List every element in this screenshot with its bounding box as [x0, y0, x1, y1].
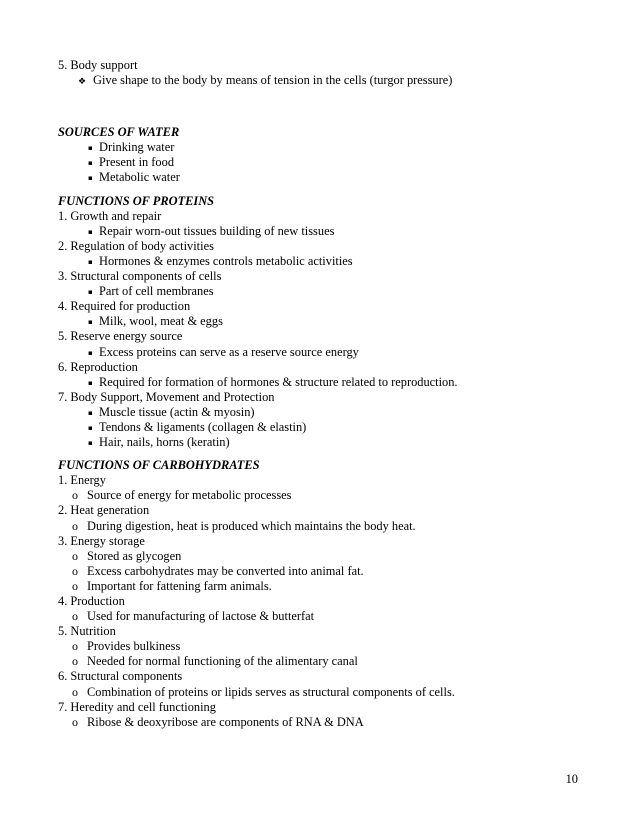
carbohydrate-function-heading: 5. Nutrition: [58, 624, 116, 639]
bullet-text: Present in food: [99, 155, 175, 170]
water-item: [58, 140, 618, 155]
proteins-section-title: FUNCTIONS OF PROTEINS: [58, 193, 215, 208]
square-bullet-icon: ▪: [88, 159, 93, 168]
circle-bullet-icon: o: [72, 563, 78, 578]
carbohydrate-function-bullet: [58, 715, 618, 730]
carbohydrates-section-title: FUNCTIONS OF CARBOHYDRATES: [58, 458, 260, 473]
carbohydrate-function-bullet: [58, 519, 618, 534]
bullet-text: Tendons & ligaments (collagen & elastin): [99, 419, 307, 434]
carbohydrate-function-bullet: [58, 579, 618, 594]
bullet-text: Repair worn-out tissues building of new tissues: [99, 223, 335, 238]
carbohydrate-function-bullet: [58, 685, 618, 700]
carbohydrate-function-bullet: [58, 609, 618, 624]
bullet-text: Muscle tissue (actin & myosin): [99, 404, 255, 419]
body-support-bullet: [58, 73, 618, 88]
protein-function-bullet: [58, 345, 618, 360]
carbohydrate-function-bullet: [58, 488, 618, 503]
bullet-text: Part of cell membranes: [99, 284, 214, 299]
carbohydrate-function-heading: 1. Energy: [58, 473, 106, 488]
bullet-text: Used for manufacturing of lactose & butterfat: [87, 609, 315, 624]
protein-function-bullet: [58, 420, 618, 435]
carbohydrate-function-heading: 6. Structural components: [58, 669, 183, 684]
bullet-text: Provides bulkiness: [87, 639, 181, 654]
protein-function-heading: 7. Body Support, Movement and Protection: [58, 389, 275, 404]
square-bullet-icon: ▪: [88, 288, 93, 297]
circle-bullet-icon: o: [72, 518, 78, 533]
body-support-heading: 5. Body support: [58, 58, 138, 72]
protein-function-bullet: [58, 254, 618, 269]
circle-bullet-icon: o: [72, 714, 78, 729]
protein-function-heading: 3. Structural components of cells: [58, 269, 222, 284]
bullet-text: Hormones & enzymes controls metabolic activities: [99, 253, 353, 268]
square-bullet-icon: ▪: [88, 318, 93, 327]
diamond-bullet-icon: ❖: [78, 77, 87, 88]
carbohydrate-function-heading: 3. Energy storage: [58, 533, 145, 548]
protein-function-bullet: [58, 405, 618, 420]
water-item: [58, 155, 618, 170]
circle-bullet-icon: o: [72, 578, 78, 593]
square-bullet-icon: ▪: [88, 257, 93, 266]
square-bullet-icon: ▪: [88, 378, 93, 387]
protein-function-bullet: [58, 314, 618, 329]
bullet-text: Drinking water: [99, 140, 175, 155]
carbohydrate-function-heading: 7. Heredity and cell functioning: [58, 699, 216, 714]
square-bullet-icon: ▪: [88, 439, 93, 448]
bullet-text: Excess carbohydrates may be converted into animal fat.: [87, 563, 364, 578]
protein-function-bullet: [58, 375, 618, 390]
bullet-text: Excess proteins can serve as a reserve source energy: [99, 344, 359, 359]
water-item: [58, 170, 618, 185]
carbohydrate-function-bullet: [58, 654, 618, 669]
circle-bullet-icon: o: [72, 548, 78, 563]
bullet-text: Source of energy for metabolic processes: [87, 488, 292, 503]
water-section-title: SOURCES OF WATER: [58, 125, 180, 140]
square-bullet-icon: ▪: [88, 348, 93, 357]
carbohydrate-function-bullet: [58, 564, 618, 579]
protein-function-bullet: [58, 284, 618, 299]
bullet-text: Needed for normal functioning of the alimentary canal: [87, 654, 358, 669]
protein-function-heading: 4. Required for production: [58, 299, 191, 314]
square-bullet-icon: ▪: [88, 227, 93, 236]
bullet-text: Milk, wool, meat & eggs: [99, 314, 223, 329]
protein-function-heading: 5. Reserve energy source: [58, 329, 183, 344]
carbohydrate-function-heading: 4. Production: [58, 594, 125, 608]
protein-function-heading: 2. Regulation of body activities: [58, 238, 214, 253]
bullet-text: Metabolic water: [99, 170, 180, 185]
protein-function-heading: 1. Growth and repair: [58, 208, 162, 223]
bullet-text: Ribose & deoxyribose are components of RNA & DNA: [87, 714, 364, 729]
carbohydrate-function-bullet: [58, 549, 618, 564]
page-content: [58, 58, 618, 730]
protein-function-heading: 6. Reproduction: [58, 359, 138, 374]
circle-bullet-icon: o: [72, 684, 78, 699]
bullet-text: Hair, nails, horns (keratin): [99, 435, 230, 450]
page-number: 10: [565, 772, 578, 786]
bullet-text: Give shape to the body by means of tension in the cells (turgor pressure): [93, 73, 453, 88]
square-bullet-icon: ▪: [88, 174, 93, 183]
bullet-text: During digestion, heat is produced which maintains the body heat.: [87, 518, 416, 533]
circle-bullet-icon: o: [72, 488, 78, 503]
carbohydrate-function-bullet: [58, 639, 618, 654]
circle-bullet-icon: o: [72, 654, 78, 669]
bullet-text: Required for formation of hormones & structure related to reproduction.: [99, 374, 458, 389]
carbohydrate-function-heading: 2. Heat generation: [58, 503, 150, 518]
square-bullet-icon: ▪: [88, 144, 93, 153]
protein-function-bullet: [58, 435, 618, 450]
circle-bullet-icon: o: [72, 639, 78, 654]
protein-function-bullet: [58, 224, 618, 239]
bullet-text: Combination of proteins or lipids serves as structural components of cells.: [87, 684, 455, 699]
square-bullet-icon: ▪: [88, 408, 93, 417]
square-bullet-icon: ▪: [88, 423, 93, 432]
bullet-text: Important for fattening farm animals.: [87, 578, 272, 593]
circle-bullet-icon: o: [72, 609, 78, 624]
bullet-text: Stored as glycogen: [87, 548, 182, 563]
